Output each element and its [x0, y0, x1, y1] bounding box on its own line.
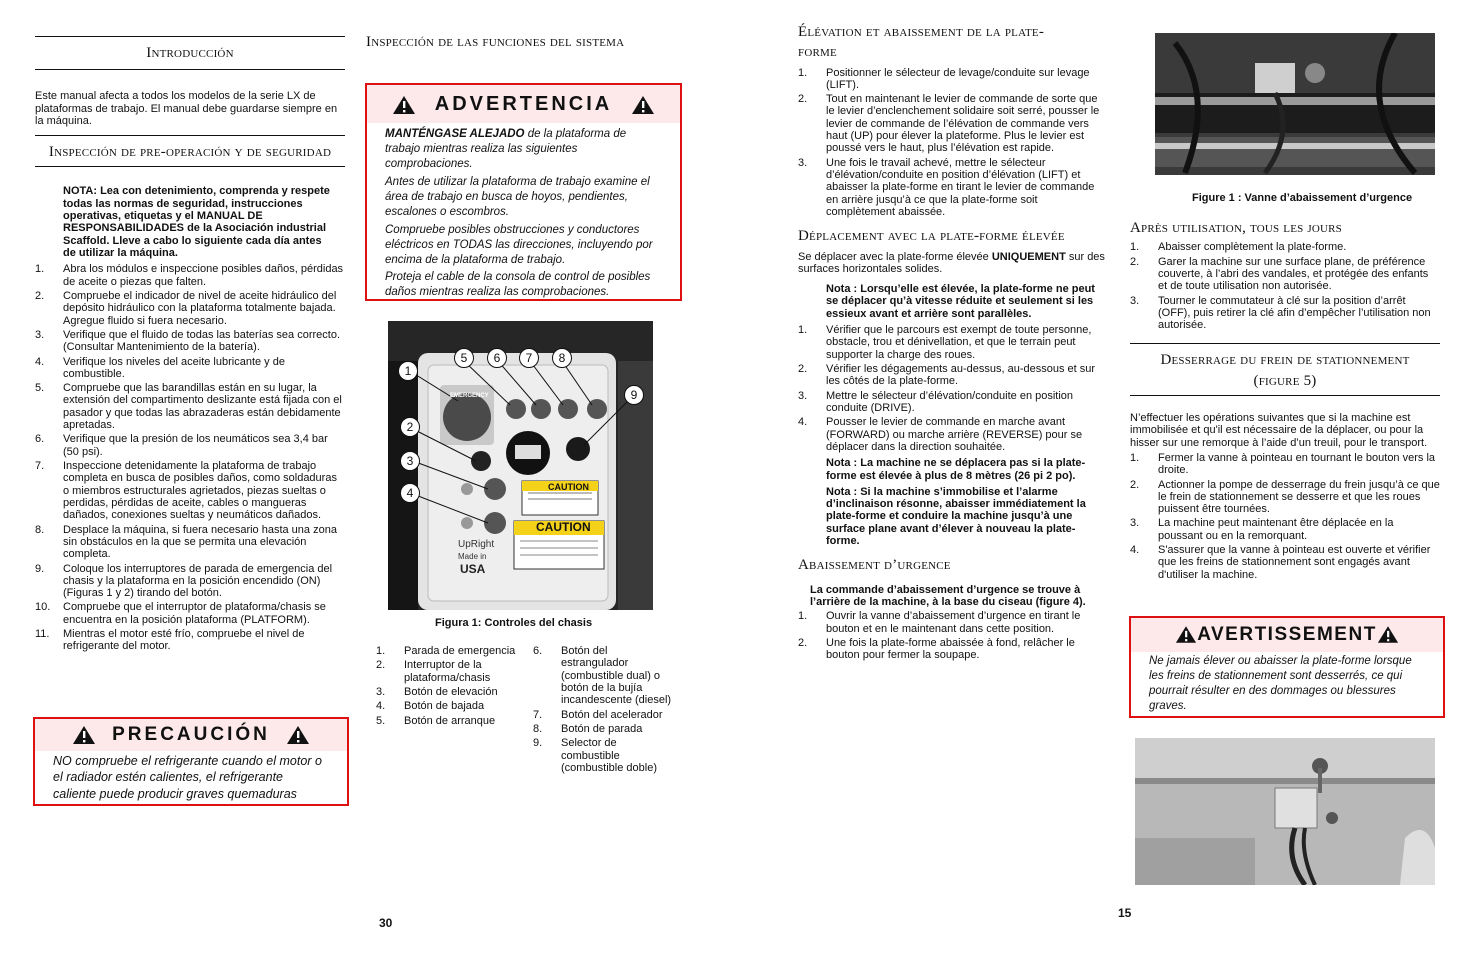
list-item: [1130, 295, 1440, 332]
legend-right: [533, 645, 673, 776]
list-item-number: 8.: [35, 523, 45, 536]
section-rule: [1130, 343, 1440, 344]
warning-triangle-icon: [392, 95, 416, 115]
list-item-text: Ouvrir la vanne d’abaissement d’urgence en tirant le bouton et en le maintenant dans cette position.: [826, 610, 1081, 635]
figure-callout-7: 7: [519, 348, 539, 368]
list-item-number: 9.: [35, 562, 45, 575]
list-item: [35, 628, 345, 653]
preop-heading: Inspección de pre-operación y de seguridad: [48, 144, 332, 161]
list-item: [1130, 241, 1440, 253]
list-item: [798, 610, 1108, 635]
list-item-text: Mientras el motor esté frío, compruebe el nivel de refrigerante del motor.: [63, 628, 305, 653]
list-item: [35, 460, 345, 522]
list-item: [1130, 544, 1440, 581]
warning-triangle-icon: [631, 95, 655, 115]
warning-title: ADVERTENCIA: [434, 93, 613, 115]
chassis-controls-photo: [388, 321, 653, 610]
list-item-number: 1.: [798, 610, 808, 623]
list-item: [533, 645, 673, 707]
brake-valve-illustration: [1135, 738, 1435, 885]
list-item-text: Fermer la vanne à pointeau en tournant le bouton vers la droite.: [1158, 451, 1436, 477]
list-item-text: Selector de combustible (combustible doble): [561, 737, 657, 774]
caution-text: NO compruebe el refrigerante cuando el motor o el radiador estén calientes, el refrigerante caliente puede producir graves quemaduras: [53, 754, 322, 801]
list-item-number: 6.: [35, 433, 45, 446]
avertissement-box: [1129, 616, 1445, 718]
right-column-1: [798, 22, 1108, 664]
list-item: [533, 723, 673, 735]
list-item-text: Pousser le levier de commande en marche avant (FORWARD) ou marche arrière (REVERSE) pour se déplacer dans la direction souhaitée.: [826, 416, 1083, 453]
list-item-text: Botón de bajada: [404, 700, 485, 713]
list-item-number: 2.: [35, 289, 45, 302]
list-item: [533, 737, 673, 774]
page-number-left: 30: [379, 916, 393, 930]
move-note-1: Nota : Lorsqu’elle est élevée, la plate-forme ne peut se déplacer qu’à vitesse réduite et seulement si les essieux avant et arrière sont parallèles.: [826, 283, 1095, 320]
section-rule: [35, 166, 345, 167]
list-item-text: Inspeccione detenidamente la plataforma de trabajo completa en busca de posibles daños, como soldaduras o miembros estructurales agrietados, piezas sueltas o perdidas, pérdidas de aceite, cables o mangueras dañados, conexiones sueltas y neumáticos dañados.: [63, 460, 337, 522]
list-item: [1130, 256, 1440, 293]
list-item: [35, 433, 345, 458]
brake-valve-photo: [1135, 738, 1435, 885]
list-item: [35, 290, 345, 327]
list-item: [35, 563, 345, 600]
warning-p2: Antes de utilizar la plataforma de trabajo examine el área de trabajo en busca de hoyos, pendientes, escalones o escombros.: [385, 175, 650, 218]
list-item-text: Tout en maintenant le levier de commande de sorte que le levier d’enclenchement solidaire soit serré, pousser le levier de commande de l’élévation de commande vers haut (UP) pour élever la plateforme. Plus le levier est poussé vers le haut, plus l’élévation est rapide.: [826, 93, 1100, 155]
list-item-number: 3.: [1130, 294, 1140, 307]
list-item-text: Verifique que el fluido de todas las baterías sea correcto. (Consultar Mantenimiento de la batería).: [63, 328, 341, 354]
list-item-number: 4.: [798, 416, 808, 429]
avertissement-text: Ne jamais élever ou abaisser la plate-forme lorsque les freins de stationnement sont desserrés, ce qui pourrait résulter en des dommages ou blessures graves.: [1149, 655, 1412, 712]
caution-sticker-1: CAUTION: [548, 482, 589, 492]
list-item: [35, 263, 345, 288]
after-use-heading: Après utilisation, tous les jours: [1130, 220, 1342, 236]
list-item: [35, 524, 345, 561]
list-item-text: Botón de elevación: [404, 685, 498, 698]
list-item-text: Abra los módulos e inspeccione posibles daños, pérdidas de aceite o piezas que falten.: [63, 263, 344, 288]
list-item: [798, 324, 1108, 361]
list-item-text: La machine peut maintenant être déplacée en la poussant ou en la remorquant.: [1158, 517, 1394, 542]
brake-heading: [1130, 350, 1440, 391]
list-item: [798, 637, 1108, 662]
figure-callout-8: 8: [552, 348, 572, 368]
usa-label: USA: [460, 562, 486, 576]
list-item-number: 9.: [533, 737, 543, 750]
list-item: [533, 709, 673, 721]
valve-illustration: [1155, 33, 1435, 175]
list-item-number: 5.: [35, 382, 45, 395]
list-item-number: 2.: [1130, 255, 1140, 268]
elevation-heading: Élévation et abaissement de la plate-forme: [798, 24, 1045, 61]
list-item-text: Compruebe que las barandillas están en su lugar, la extensión del compartimento deslizante está fijada con el pasador y que todas las abrazaderas están debidamente apretadas.: [63, 382, 342, 432]
avertissement-header: [1131, 618, 1443, 652]
list-item-number: 5.: [376, 714, 386, 727]
list-item: [35, 601, 345, 626]
warning-p3: Compruebe posibles obstrucciones y conductores eléctricos en TODAS las direcciones, incluyendo por encima de la plataforma de trabajo.: [385, 223, 653, 266]
right-column-2: [1130, 218, 1440, 583]
preop-list: [35, 263, 345, 652]
list-item-text: Une fois le travail achevé, mettre le sélecteur d’élévation/conduite en position d’élévation (LIFT) et abaisser la plate-forme en tirant le levier de commande en arrière jusqu’à ce que la plate-forme soit complètement abaissée.: [826, 156, 1095, 218]
warning-triangle-icon: [1377, 625, 1399, 644]
list-item: [798, 93, 1108, 155]
warning-p4: Proteja el cable de la consola de control de posibles daños mientras realiza las comprobaciones.: [385, 271, 651, 299]
list-item: [798, 363, 1108, 388]
list-item-number: 3.: [798, 156, 808, 169]
list-item-text: Garer la machine sur une surface plane, de préférence couverte, à l’abri des vandales, et protégée des enfants et de toute utilisation non autorisée.: [1158, 255, 1429, 293]
list-item: [35, 356, 345, 381]
brake-intro: N’effectuer les opérations suivantes que si la machine est immobilisée et qu'il est nécessaire de la déplacer, ou pour la hisser sur une remorque à l’aide d’un treuil, pour le transport.: [1130, 411, 1428, 449]
figure-callout-9: 9: [624, 385, 644, 405]
avertissement-body: [1131, 652, 1443, 723]
section-rule: [35, 36, 345, 37]
list-item-text: S'assurer que la vanne à pointeau est ouverte et vérifier que les freins de stationnement sont engagés avant d'utiliser la machine.: [1158, 544, 1431, 581]
list-item-number: 7.: [35, 460, 45, 472]
caution-box: [33, 717, 349, 806]
list-item-text: Tourner le commutateur à clé sur la position d’arrêt (OFF), puis retirer la clé afin d’empêcher l’utilisation non autorisée.: [1158, 294, 1431, 332]
emergency-note: La commande d’abaissement d’urgence se trouve à l’arrière de la machine, à la base du ciseau (figure 4).: [810, 583, 1086, 608]
list-item-text: Mettre le sélecteur d’élévation/conduite en position conduite (DRIVE).: [826, 389, 1074, 414]
list-item-text: Compruebe que el interruptor de plataforma/chasis se encuentra en la posición plataforma (PLATFORM).: [63, 601, 326, 626]
list-item: [376, 715, 516, 727]
list-item-number: 1.: [798, 66, 808, 79]
list-item: [376, 686, 516, 698]
list-item-text: Une fois la plate-forme abaissée à fond, relâcher le bouton pour fermer la soupape.: [826, 636, 1075, 662]
preop-note: NOTA: Lea con detenimiento, comprenda y respete todas las normas de seguridad, instrucciones operativas, etiquetas y el MANUAL DE RESPONSABILIDADES de la Asociación industrial Scaffold. Lleve a cabo lo siguiente cada día antes de utilizar la máquina.: [63, 185, 330, 259]
list-item-number: 3.: [1130, 517, 1140, 530]
figure-callout-5: 5: [454, 348, 474, 368]
list-item-number: 1.: [798, 324, 808, 337]
section-rule: [1130, 395, 1440, 396]
warning-box: [365, 83, 682, 301]
list-item: [35, 382, 345, 431]
intro-text: Este manual afecta a todos los modelos de la serie LX de plataformas de trabajo. El manual debe guardarse siempre en la máquina.: [35, 90, 338, 127]
list-item-text: Desplace la máquina, si fuera necesario hasta una zona sin obstáculos en la que se permita una elevación completa.: [63, 523, 337, 561]
list-item: [376, 700, 516, 712]
brake-heading-line-2: (figure 5): [1253, 372, 1317, 389]
list-item-text: Vérifier les dégagements au-dessus, au-dessous et sur les côtés de la plate-forme.: [826, 363, 1096, 388]
after-use-list: [1130, 241, 1440, 331]
figure-caption: Figura 1: Controles del chasis: [435, 617, 593, 629]
list-item-number: 11.: [35, 628, 50, 641]
list-item: [1130, 479, 1440, 516]
move-note-3: Nota : Si la machine s’immobilise et l’alarme d’inclinaison résonne, abaisser immédiatement la plate-forme et conduire la machine jusqu’à une surface plane avant d’élever à nouveau la plate-forme.: [826, 485, 1086, 548]
list-item: [798, 157, 1108, 219]
emergency-label: EMERGENCY: [450, 393, 489, 399]
warning-header: [367, 85, 680, 123]
list-item-number: 1.: [35, 263, 45, 276]
list-item: [35, 329, 345, 354]
warning-p1: [385, 127, 662, 172]
list-item-text: Positionner le sélecteur de levage/conduite sur levage (LIFT).: [826, 66, 1090, 91]
list-item-number: 2.: [1130, 478, 1140, 491]
left-column-1: [35, 36, 345, 655]
warning-triangle-icon: [72, 725, 96, 745]
move-intro: Se déplacer avec la plate-forme élevée UNIQUEMENT sur des surfaces horizontales solides.: [798, 250, 1105, 275]
warning-triangle-icon: [1175, 625, 1197, 644]
page-number-right: 15: [1118, 906, 1132, 920]
caution-header: [35, 719, 347, 751]
warning-triangle-icon: [286, 725, 310, 745]
list-item-number: 2.: [798, 636, 808, 649]
intro-heading: Introducción: [146, 45, 234, 61]
list-item: [376, 659, 516, 684]
valve-caption: Figure 1 : Vanne d’abaissement d’urgence: [1192, 192, 1413, 204]
list-item-number: 1.: [1130, 451, 1140, 464]
figure-callout-1: 1: [398, 361, 418, 381]
list-item: [376, 645, 516, 657]
function-check-heading: Inspección de las funciones del sistema: [366, 34, 625, 50]
list-item-number: 7.: [533, 708, 543, 721]
figure-callout-6: 6: [487, 348, 507, 368]
figure-callout-2: 2: [400, 417, 420, 437]
brand-label: UpRight: [458, 539, 495, 550]
caution-sticker-2: CAUTION: [536, 520, 591, 534]
list-item-number: 3.: [376, 685, 386, 698]
list-item-text: Actionner la pompe de desserrage du frein jusqu’à ce que le frein de stationnement se desserre et que les roues puissent être tournées.: [1158, 478, 1440, 516]
section-rule: [35, 69, 345, 70]
list-item-number: 2.: [798, 363, 808, 375]
list-item-number: 4.: [376, 700, 386, 713]
list-item: [798, 416, 1108, 453]
caution-body: [35, 751, 347, 811]
list-item-number: 6.: [533, 645, 543, 657]
avertissement-title: AVERTISSEMENT: [1197, 624, 1377, 645]
list-item-text: Botón de arranque: [404, 714, 496, 727]
list-item-number: 8.: [533, 722, 543, 735]
list-item-text: Compruebe el indicador de nivel de aceite hidráulico del depósito hidráulico con la plataforma totalmente bajada. Agregue fluido si fuera necesario.: [63, 289, 337, 327]
list-item: [1130, 517, 1440, 542]
list-item-text: Interruptor de la plataforma/chasis: [404, 659, 491, 684]
move-list: [798, 324, 1108, 453]
warning-body: [367, 123, 680, 309]
figure-callout-3: 3: [400, 451, 420, 471]
list-item-number: 3.: [35, 328, 45, 341]
list-item-text: Abaisser complètement la plate-forme.: [1158, 241, 1347, 254]
list-item-text: Vérifier que le parcours est exempt de toute personne, obstacle, trou et dénivellation, et que le terrain peut supporter la charge des roues.: [826, 324, 1092, 361]
list-item: [798, 67, 1108, 92]
move-heading: Déplacement avec la plate-forme élevée: [798, 228, 1065, 245]
elevation-list: [798, 67, 1108, 219]
list-item-number: 4.: [35, 355, 45, 368]
emergency-list: [798, 610, 1108, 661]
list-item-text: Botón del estrangulador (combustible dual) o botón de la bujía incandescente (diesel): [561, 645, 672, 707]
warning-p1-text: de la plataforma de trabajo mientras realiza las siguientes comprobaciones.: [385, 128, 627, 170]
list-item: [1130, 452, 1440, 477]
list-item-text: Parada de emergencia: [404, 645, 516, 657]
list-item-text: Verifique los niveles del aceite lubricante y de combustible.: [63, 355, 285, 380]
list-item-number: 3.: [798, 389, 808, 402]
list-item-number: 10.: [35, 601, 51, 614]
section-rule: [35, 135, 345, 136]
emergency-lowering-heading: Abaissement d’urgence: [798, 557, 951, 574]
list-item-number: 4.: [1130, 544, 1140, 557]
list-item-text: Botón del acelerador: [561, 708, 663, 721]
made-in-label: Made in: [458, 552, 487, 561]
list-item: [798, 390, 1108, 415]
list-item-text: Verifique que la presión de los neumáticos sea 3,4 bar (50 psi).: [63, 433, 328, 458]
list-item-number: 2.: [376, 659, 386, 672]
warning-lead: MANTÉNGASE ALEJADO: [385, 128, 525, 140]
figure-callout-4: 4: [400, 483, 420, 503]
brake-list: [1130, 452, 1440, 581]
brake-heading-line-1: Desserrage du frein de stationnement: [1160, 352, 1410, 369]
list-item-number: 2.: [798, 93, 808, 106]
legend-left: [376, 645, 516, 729]
caution-title: PRECAUCIÓN: [112, 724, 270, 745]
list-item-text: Botón de parada: [561, 722, 643, 735]
move-note-2: Nota : La machine ne se déplacera pas si la plate-forme est élevée à plus de 8 mètres (26 pi 2 po).: [826, 457, 1086, 482]
emergency-valve-photo: [1155, 33, 1435, 175]
list-item-number: 1.: [1130, 241, 1140, 254]
list-item-text: Coloque los interruptores de parada de emergencia del chasis y la plataforma en la posición encendido (ON) (Figuras 1 y 2) tirando del botón.: [63, 562, 333, 600]
list-item-number: 1.: [376, 645, 386, 657]
